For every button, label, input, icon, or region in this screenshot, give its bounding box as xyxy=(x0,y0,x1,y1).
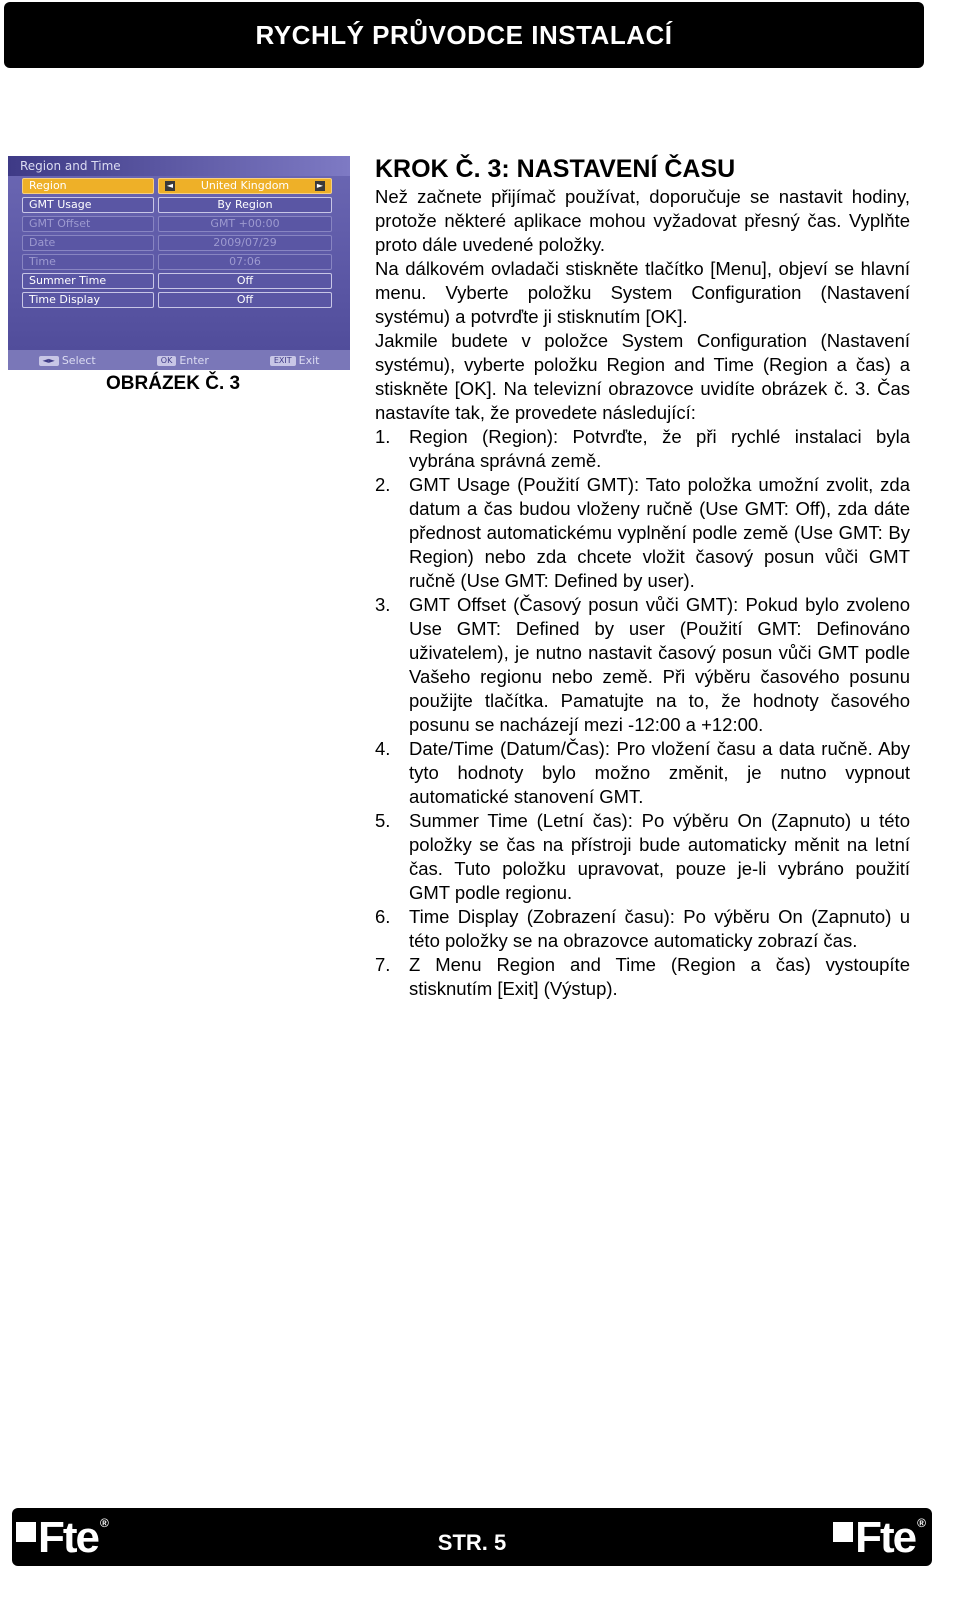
tv-row-time xyxy=(22,254,332,270)
tv-row-label: Time Display xyxy=(22,292,154,308)
tv-row-value: Off xyxy=(158,273,332,289)
tv-row-gmt-offset xyxy=(22,216,332,232)
list-item: 7. Z Menu Region and Time (Region a čas) vystoupíte stisknutím [Exit] (Výstup). xyxy=(375,954,910,999)
tv-footer-select: ◄► Select xyxy=(39,354,96,367)
intro-paragraph-3: Jakmile budete v položce System Configuration (Nastavení systému), vyberte položku Region and Time (Region a čas) a stiskněte [OK]. Na televizní obrazovce uvidíte obrázek č. 3. Čas nastavíte tak, že provedete následující: xyxy=(375,330,910,423)
tv-row-value: 2009/07/29 xyxy=(158,235,332,251)
list-item: 1. Region (Region): Potvrďte, že při rychlé instalaci byla vybrána správná země. xyxy=(375,426,910,471)
tv-row-value: By Region xyxy=(158,197,332,213)
list-item: 4. Date/Time (Datum/Čas): Pro vložení času a data ručně. Aby tyto hodnoty bylo možno změnit, je nutno vypnout automatické stanovení GMT. xyxy=(375,738,910,807)
list-item: 5. Summer Time (Letní čas): Po výběru On (Zapnuto) u této položky se čas na přístroji bude automaticky měnit na letní čas. Tuto položku upravovat, pouze je-li vybráno použití GMT podle regionu. xyxy=(375,810,910,903)
tv-footer xyxy=(8,350,350,370)
select-key-icon: ◄► xyxy=(39,356,59,366)
ok-key-icon: OK xyxy=(157,356,177,366)
main-content xyxy=(375,153,910,1001)
tv-row-value: Off xyxy=(158,292,332,308)
figure-caption: OBRÁZEK Č. 3 xyxy=(106,373,241,394)
tv-row-label: GMT Usage xyxy=(22,197,154,213)
tv-menu-title: Region and Time xyxy=(8,156,350,176)
step-title: KROK Č. 3: NASTAVENÍ ČASU xyxy=(375,155,736,183)
page-header xyxy=(4,2,924,68)
tv-row-label: Region xyxy=(22,178,154,194)
tv-row-region xyxy=(22,178,332,194)
tv-footer-enter: OK Enter xyxy=(157,354,209,367)
intro-paragraph-2: Na dálkovém ovladači stiskněte tlačítko [Menu], objeví se hlavní menu. Vyberte položku System Configuration (Nastavení systému) a potvrďte ji stisknutím [OK]. xyxy=(375,258,910,327)
tv-screenshot xyxy=(8,156,350,370)
tv-row-label: Time xyxy=(22,254,154,270)
page-number: STR. 5 xyxy=(437,1530,507,1555)
logo-square-icon xyxy=(833,1522,853,1542)
tv-row-label: GMT Offset xyxy=(22,216,154,232)
list-item: 6. Time Display (Zobrazení času): Po výběru On (Zapnuto) u této položky se na obrazovce automaticky zobrazí čas. xyxy=(375,906,910,951)
tv-row-time-display xyxy=(22,292,332,308)
tv-row-value: GMT +00:00 xyxy=(158,216,332,232)
tv-row-value: ◄ United Kingdom ► xyxy=(158,178,332,194)
page-footer xyxy=(12,1508,932,1566)
arrow-right-icon: ► xyxy=(316,181,324,190)
tv-row-summer-time xyxy=(22,273,332,289)
tv-row-date xyxy=(22,235,332,251)
header-title: RYCHLÝ PRŮVODCE INSTALACÍ xyxy=(255,19,673,50)
exit-key-icon: EXIT xyxy=(270,356,296,366)
tv-footer-exit: EXIT Exit xyxy=(270,354,320,367)
tv-row-label: Summer Time xyxy=(22,273,154,289)
list-item: 2. GMT Usage (Použití GMT): Tato položka umožní zvolit, zda datum a čas budou vloženy ručně (Use GMT: Off), zda dáte přednost automatickému vyplnění podle země (Use GMT: By Region) nebo zda chcete vložit časový posun vůči GMT ručně (Use GMT: Defined by user). xyxy=(375,474,910,591)
intro-paragraph-1: Než začnete přijímač používat, doporučuje se nastavit hodiny, protože některé aplikace mohou vyžadovat přesný čas. Vyplňte proto dále uvedené položky. xyxy=(375,186,910,255)
tv-row-gmt-usage xyxy=(22,197,332,213)
fte-logo-right: Fte ® xyxy=(833,1516,926,1560)
tv-row-label: Date xyxy=(22,235,154,251)
tv-row-value: 07:06 xyxy=(158,254,332,270)
fte-logo-left: Fte ® xyxy=(16,1516,109,1560)
list-item: 3. GMT Offset (Časový posun vůči GMT): Pokud bylo zvoleno Use GMT: Defined by user (Použití GMT: Definováno uživatelem), je nutno nastavit časový posun vůči GMT podle Vašeho regionu nebo země. Při výběru časového posunu použijte tlačítka. Pamatujte na to, že hodnoty časového posunu se nacházejí mezi -12:00 a +12:00. xyxy=(375,594,910,735)
arrow-left-icon: ◄ xyxy=(166,181,174,190)
steps-list xyxy=(375,425,910,1001)
